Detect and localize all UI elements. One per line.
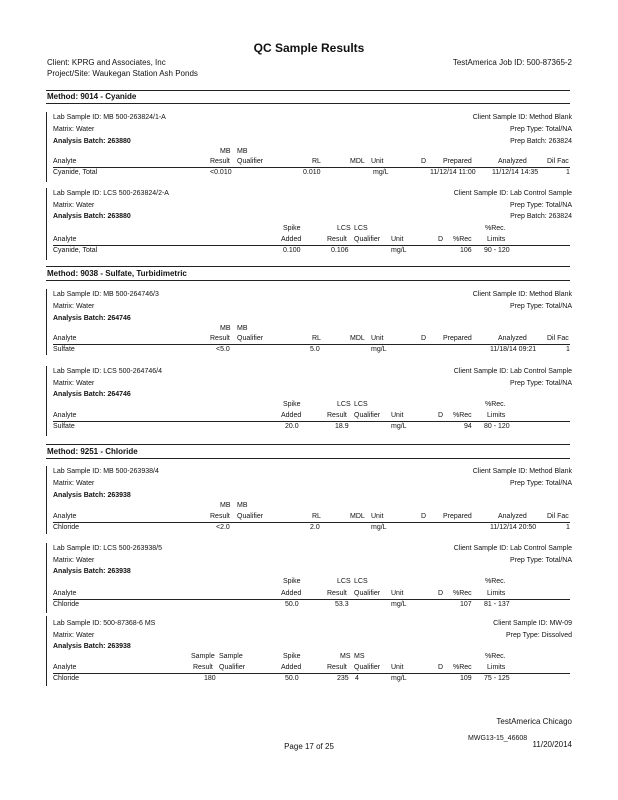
table-rule (53, 344, 570, 345)
header-tag: LCS (337, 578, 351, 585)
column-header: D (438, 236, 444, 243)
client-sample-id: Client Sample ID: Lab Control Sample (453, 368, 572, 375)
table-cell: 106 (460, 247, 472, 254)
block-bracket (46, 366, 47, 436)
header-tag: %Rec. (485, 401, 506, 408)
matrix: Matrix: Water (53, 126, 95, 133)
prep-type: Prep Type: Total/NA (510, 480, 572, 487)
table-cell: 4 (355, 675, 359, 682)
lab-sample-id: Lab Sample ID: LCS 500-264746/4 (53, 368, 162, 375)
table-cell: 81 - 137 (484, 601, 510, 608)
column-header: Qualifier (354, 412, 381, 419)
column-header: D (438, 412, 444, 419)
client-sample-id: Client Sample ID: Method Blank (472, 468, 572, 475)
table-rule (53, 673, 570, 674)
method-heading: Method: 9014 - Cyanide (47, 92, 137, 101)
column-header: Result (327, 412, 347, 419)
table-cell: <0.010 (210, 169, 232, 176)
column-header: Added (281, 236, 302, 243)
block-bracket (46, 112, 47, 182)
column-header: Qualifier (237, 335, 264, 342)
column-header: Qualifier (219, 664, 246, 671)
column-header: Limits (487, 412, 506, 419)
column-header: Analyte (53, 513, 77, 520)
table-cell: 1 (566, 524, 570, 531)
column-header: Analyte (53, 335, 77, 342)
column-header: D (421, 513, 427, 520)
column-header: Analyte (53, 590, 77, 597)
header-tag: MB (220, 148, 231, 155)
column-header: Qualifier (354, 590, 381, 597)
column-header: RL (312, 513, 321, 520)
method-heading: Method: 9038 - Sulfate, Turbidimetric (47, 269, 187, 278)
column-header: Analyte (53, 412, 77, 419)
column-header: %Rec (453, 664, 472, 671)
column-header: Unit (391, 412, 404, 419)
column-header: MDL (350, 513, 365, 520)
header-tag: Spike (283, 578, 301, 585)
table-cell: 50.0 (285, 675, 299, 682)
table-rule (53, 167, 570, 168)
matrix: Matrix: Water (53, 557, 95, 564)
analysis-batch: Analysis Batch: 263938 (53, 643, 131, 650)
lab-sample-id: Lab Sample ID: MB 500-263938/4 (53, 468, 159, 475)
prep-batch: Prep Batch: 263824 (510, 213, 572, 220)
header-tag: LCS (354, 401, 368, 408)
page-title: QC Sample Results (253, 41, 365, 55)
table-cell: Chloride (53, 524, 80, 531)
table-cell: 11/12/14 11:00 (430, 169, 476, 176)
analysis-batch: Analysis Batch: 263938 (53, 492, 131, 499)
column-header: Analyzed (498, 513, 527, 520)
table-cell: 90 - 120 (484, 247, 510, 254)
table-cell: 180 (204, 675, 216, 682)
column-header: Unit (371, 513, 384, 520)
prep-type: Prep Type: Total/NA (510, 202, 572, 209)
table-cell: Chloride (53, 601, 80, 608)
header-tag: %Rec. (485, 653, 506, 660)
column-header: D (421, 335, 427, 342)
table-rule (53, 245, 570, 246)
analysis-batch: Analysis Batch: 263880 (53, 213, 131, 220)
section-rule (46, 444, 570, 445)
column-header: Limits (487, 236, 506, 243)
block-bracket (46, 188, 47, 260)
table-cell: 5.0 (310, 346, 320, 353)
column-header: MDL (350, 158, 365, 165)
block-bracket (46, 466, 47, 534)
column-header: Dil Fac (547, 335, 569, 342)
column-header: Result (327, 664, 347, 671)
lab-sample-id: Lab Sample ID: MB 500-263824/1-A (53, 114, 166, 121)
table-cell: mg/L (391, 423, 407, 430)
lab-sample-id: Lab Sample ID: LCS 500-263824/2-A (53, 190, 169, 197)
column-header: Added (281, 412, 302, 419)
footer-reference: MWG13-15_46608 (468, 735, 528, 742)
section-rule (46, 266, 570, 267)
analysis-batch: Analysis Batch: 264746 (53, 315, 131, 322)
table-cell: mg/L (371, 524, 387, 531)
table-cell: 11/12/14 20:50 (490, 524, 537, 531)
prep-type: Prep Type: Total/NA (510, 557, 572, 564)
analysis-batch: Analysis Batch: 264746 (53, 391, 131, 398)
matrix: Matrix: Water (53, 632, 95, 639)
section-rule (46, 103, 570, 104)
column-header: Dil Fac (547, 513, 569, 520)
table-rule (53, 522, 570, 523)
header-tag: Spike (283, 653, 301, 660)
job-id: TestAmerica Job ID: 500-87365-2 (452, 58, 572, 67)
client-sample-id: Client Sample ID: Lab Control Sample (453, 190, 572, 197)
matrix: Matrix: Water (53, 303, 95, 310)
column-header: RL (312, 158, 321, 165)
table-cell: 0.010 (303, 169, 321, 176)
client-sample-id: Client Sample ID: MW-09 (493, 620, 572, 627)
table-cell: 94 (464, 423, 472, 430)
client-sample-id: Client Sample ID: Lab Control Sample (453, 545, 572, 552)
footer-date: 11/20/2014 (532, 740, 572, 749)
column-header: Analyzed (498, 335, 527, 342)
table-cell: mg/L (371, 346, 387, 353)
client-name: Client: KPRG and Associates, Inc (47, 58, 166, 67)
column-header: Analyte (53, 158, 77, 165)
table-cell: Cyanide, Total (53, 247, 98, 254)
table-cell: 107 (460, 601, 472, 608)
header-tag: Spike (283, 225, 301, 232)
method-heading: Method: 9251 - Chloride (47, 447, 138, 456)
prep-type: Prep Type: Dissolved (505, 632, 572, 639)
table-cell: Sulfate (53, 346, 75, 353)
table-cell: Sulfate (53, 423, 75, 430)
header-tag: MB (237, 502, 248, 509)
table-rule (53, 421, 570, 422)
column-header: Qualifier (237, 513, 264, 520)
page-number: Page 17 of 25 (284, 742, 334, 751)
header-tag: MB (220, 502, 231, 509)
column-header: Result (210, 513, 230, 520)
header-tag: LCS (354, 578, 368, 585)
table-cell: 80 - 120 (484, 423, 510, 430)
prep-type: Prep Type: Total/NA (510, 380, 572, 387)
column-header: D (421, 158, 427, 165)
client-sample-id: Client Sample ID: Method Blank (472, 114, 572, 121)
table-cell: mg/L (373, 169, 389, 176)
column-header: Prepared (443, 158, 472, 165)
table-cell: 1 (566, 169, 570, 176)
block-bracket (46, 289, 47, 355)
column-header: Added (281, 590, 302, 597)
column-header: %Rec (453, 590, 472, 597)
table-rule (53, 599, 570, 600)
column-header: Limits (487, 590, 506, 597)
column-header: Prepared (443, 513, 472, 520)
prep-type: Prep Type: Total/NA (510, 126, 572, 133)
column-header: Analyte (53, 664, 77, 671)
column-header: Result (327, 590, 347, 597)
column-header: Added (281, 664, 302, 671)
column-header: Qualifier (354, 236, 381, 243)
table-cell: 2.0 (310, 524, 320, 531)
table-cell: Cyanide, Total (53, 169, 98, 176)
table-cell: 75 - 125 (484, 675, 510, 682)
section-rule (46, 458, 570, 459)
column-header: Unit (371, 158, 384, 165)
column-header: Unit (391, 236, 404, 243)
footer-lab-name: TestAmerica Chicago (496, 717, 572, 726)
column-header: Qualifier (354, 664, 381, 671)
lab-sample-id: Lab Sample ID: MB 500-264746/3 (53, 291, 159, 298)
matrix: Matrix: Water (53, 480, 95, 487)
header-tag: MB (220, 325, 231, 332)
header-tag: Sample (191, 653, 215, 660)
column-header: RL (312, 335, 321, 342)
client-sample-id: Client Sample ID: Method Blank (472, 291, 572, 298)
header-tag: MB (237, 148, 248, 155)
header-tag: LCS (354, 225, 368, 232)
table-cell: 53.3 (335, 601, 349, 608)
column-header: MDL (350, 335, 365, 342)
column-header: Dil Fac (547, 158, 569, 165)
column-header: Result (210, 335, 230, 342)
header-tag: LCS (337, 401, 351, 408)
table-cell: 109 (460, 675, 472, 682)
column-header: Unit (391, 664, 404, 671)
table-cell: <2.0 (216, 524, 230, 531)
column-header: Prepared (443, 335, 472, 342)
table-cell: mg/L (391, 675, 407, 682)
section-rule (46, 280, 570, 281)
table-cell: mg/L (391, 247, 407, 254)
matrix: Matrix: Water (53, 202, 95, 209)
block-bracket (46, 616, 47, 686)
table-cell: 0.100 (283, 247, 301, 254)
table-cell: Chloride (53, 675, 80, 682)
analysis-batch: Analysis Batch: 263938 (53, 568, 131, 575)
matrix: Matrix: Water (53, 380, 95, 387)
column-header: Analyzed (498, 158, 527, 165)
table-cell: 18.9 (335, 423, 349, 430)
column-header: Qualifier (237, 158, 264, 165)
header-tag: MS (340, 653, 351, 660)
header-tag: Sample (219, 653, 243, 660)
table-cell: 0.106 (331, 247, 349, 254)
analysis-batch: Analysis Batch: 263880 (53, 138, 131, 145)
block-bracket (46, 543, 47, 613)
table-cell: 11/12/14 14:35 (492, 169, 539, 176)
prep-batch: Prep Batch: 263824 (510, 138, 572, 145)
section-rule (46, 90, 570, 91)
column-header: %Rec (453, 236, 472, 243)
lab-sample-id: Lab Sample ID: 500-87368-6 MS (53, 620, 156, 627)
column-header: Result (193, 664, 213, 671)
column-header: Unit (371, 335, 384, 342)
prep-type: Prep Type: Total/NA (510, 303, 572, 310)
table-cell: 50.0 (285, 601, 299, 608)
table-cell: 11/18/14 09:21 (490, 346, 537, 353)
header-tag: LCS (337, 225, 351, 232)
column-header: %Rec (453, 412, 472, 419)
table-cell: 235 (337, 675, 349, 682)
column-header: D (438, 590, 444, 597)
header-tag: Spike (283, 401, 301, 408)
column-header: Result (327, 236, 347, 243)
table-cell: <5.0 (216, 346, 230, 353)
column-header: D (438, 664, 444, 671)
header-tag: %Rec. (485, 578, 506, 585)
column-header: Result (210, 158, 230, 165)
column-header: Limits (487, 664, 506, 671)
table-cell: 1 (566, 346, 570, 353)
header-tag: MB (237, 325, 248, 332)
table-cell: 20.0 (285, 423, 299, 430)
header-tag: %Rec. (485, 225, 506, 232)
project-site: Project/Site: Waukegan Station Ash Ponds (47, 69, 198, 78)
column-header: Unit (391, 590, 404, 597)
column-header: Analyte (53, 236, 77, 243)
header-tag: MS (354, 653, 365, 660)
lab-sample-id: Lab Sample ID: LCS 500-263938/5 (53, 545, 162, 552)
table-cell: mg/L (391, 601, 407, 608)
